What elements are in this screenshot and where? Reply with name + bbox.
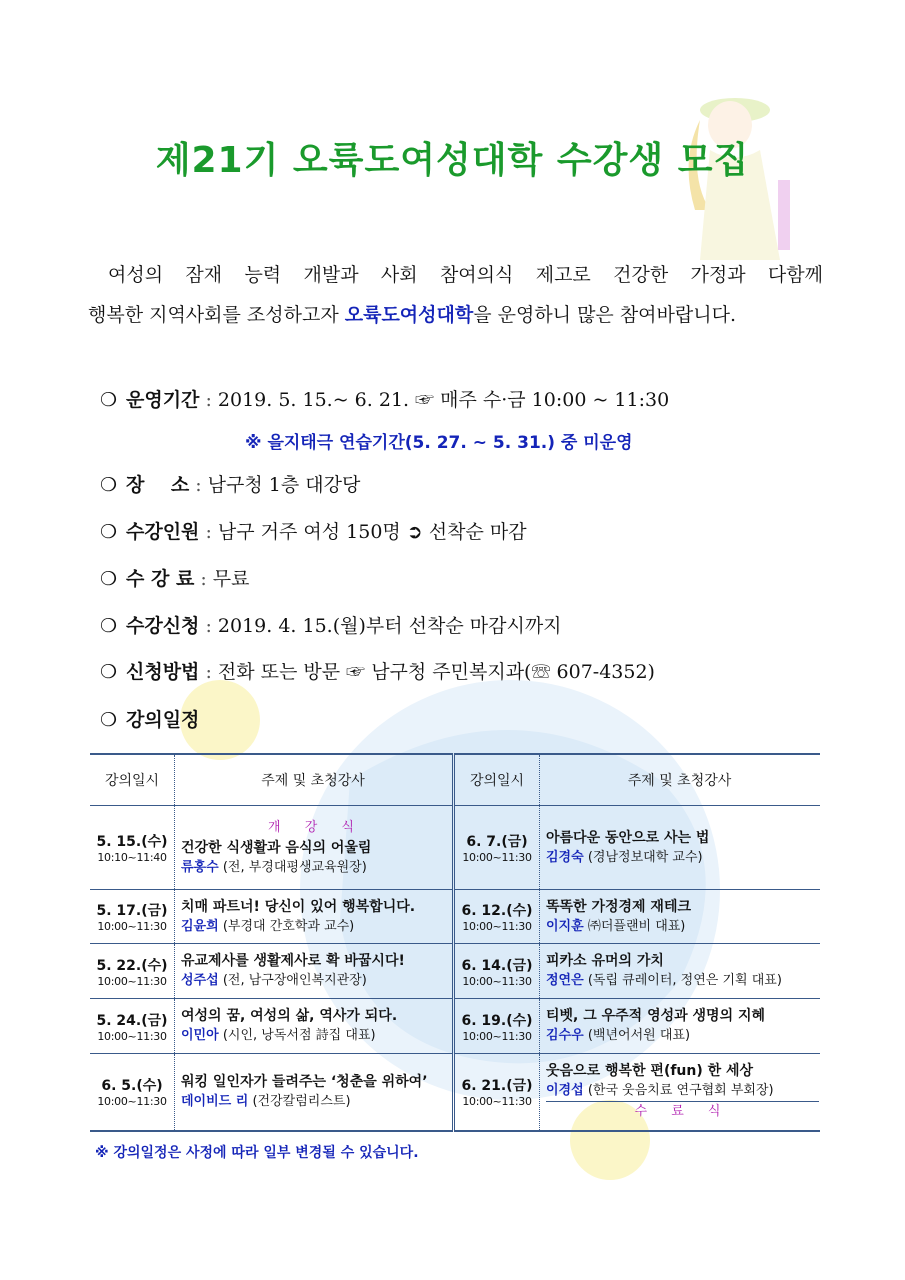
header-topic: 주제 및 초청강사 [175, 754, 454, 806]
info-label: 신청방법 [126, 661, 200, 683]
header-topic: 주제 및 초청강사 [540, 754, 821, 806]
bullet-icon: ❍ [100, 615, 118, 637]
info-value: 전화 또는 방문 ☞ 남구청 주민복지과(☏ 607-4352) [217, 661, 655, 683]
info-location: ❍ 장 소 : 남구청 1층 대강당 [100, 474, 361, 496]
info-registration: ❍ 수강신청 : 2019. 4. 15.(월)부터 선착순 마감시까지 [100, 615, 562, 637]
closing-ceremony: 수 료 식 [546, 1101, 819, 1122]
program-name-highlight: 오륙도여성대학 [344, 304, 474, 326]
lecture-topic: 티벳, 그 우주적 영성과 생명의 지혜 김수우 (백년어서원 대표) [540, 999, 821, 1054]
intro-line-2 [88, 295, 823, 335]
info-value: 남구청 1층 대강당 [207, 474, 361, 496]
intro-line-2-post: 을 운영하니 많은 참여바랍니다. [473, 304, 736, 326]
bullet-icon: ❍ [100, 521, 118, 543]
lecture-topic: 여성의 꿈, 여성의 삶, 역사가 되다. 이민아 (시인, 낭독서점 詩집 대표) [175, 999, 454, 1054]
lecture-date: 5. 24.(금) 10:00~11:30 [90, 999, 175, 1054]
intro-line-2-pre: 행복한 지역사회를 조성하고자 [88, 304, 345, 326]
table-header-row [90, 754, 820, 806]
lecture-date: 6. 5.(수) 10:00~11:30 [90, 1054, 175, 1131]
lecture-topic: 피카소 유머의 가치 정연은 (독립 큐레이터, 정연은 기획 대표) [540, 944, 821, 999]
opening-ceremony: 개 강 식 [268, 819, 364, 835]
lecture-schedule-table [90, 753, 820, 1132]
info-schedule-heading [100, 705, 199, 732]
table-row [90, 890, 820, 944]
info-method: ❍ 신청방법 : 전화 또는 방문 ☞ 남구청 주민복지과(☏ 607-4352) [100, 661, 655, 683]
header-date: 강의일시 [454, 754, 540, 806]
intro-paragraph [88, 255, 823, 335]
bullet-icon: ❍ [100, 568, 118, 590]
lecture-topic: 웃음으로 행복한 편(fun) 한 세상 이경섭 (한국 웃음치료 연구협회 부회장) 수 료 식 [540, 1054, 821, 1131]
lecture-date: 5. 22.(수) 10:00~11:30 [90, 944, 175, 999]
info-value: 남구 거주 여성 150명 ➲ 선착순 마감 [217, 521, 527, 543]
bullet-icon: ❍ [100, 389, 118, 411]
bullet-icon: ❍ [100, 661, 118, 683]
lecture-date: 5. 17.(금) 10:00~11:30 [90, 890, 175, 944]
period-note: ※ 을지태극 연습기간(5. 27. ~ 5. 31.) 중 미운영 [245, 433, 633, 453]
lecture-date: 6. 19.(수) 10:00~11:30 [454, 999, 540, 1054]
lecture-date: 6. 14.(금) 10:00~11:30 [454, 944, 540, 999]
bullet-icon: ❍ [100, 474, 118, 496]
bullet-icon: ❍ [100, 709, 118, 731]
info-label: 수강인원 [126, 521, 200, 543]
info-fee: ❍ 수 강 료 : 무료 [100, 568, 250, 590]
schedule-footnote: ※ 강의일정은 사정에 따라 일부 변경될 수 있습니다. [95, 1145, 419, 1161]
info-capacity: ❍ 수강인원 : 남구 거주 여성 150명 ➲ 선착순 마감 [100, 521, 527, 543]
lecture-date: 6. 21.(금) 10:00~11:30 [454, 1054, 540, 1131]
lecture-topic: 치매 파트너! 당신이 있어 행복합니다. 김윤희 (부경대 간호학과 교수) [175, 890, 454, 944]
info-value: 무료 [212, 568, 250, 590]
info-label: 장 소 [126, 474, 190, 496]
lecture-topic: 유교제사를 생활제사로 확 바꿉시다! 성주섭 (전, 남구장애인복지관장) [175, 944, 454, 999]
lecture-topic: 아름다운 동안으로 사는 법 김경숙 (경남정보대학 교수) [540, 806, 821, 890]
info-period: ❍ 운영기간 : 2019. 5. 15.~ 6. 21. ☞ 매주 수·금 10:00 ~ 11:30 [100, 389, 670, 411]
lecture-date: 6. 12.(수) 10:00~11:30 [454, 890, 540, 944]
info-value: 2019. 5. 15.~ 6. 21. ☞ 매주 수·금 10:00 ~ 11:30 [217, 389, 670, 411]
info-label: 수 강 료 [126, 568, 195, 590]
lecture-topic: 개 강 식 건강한 식생활과 음식의 어울림 류홍수 (전, 부경대평생교육원장) [175, 806, 454, 890]
lecture-topic: 똑똑한 가정경제 재테크 이지훈 ㈜더플랜비 대표) [540, 890, 821, 944]
lecture-date: 5. 15.(수) 10:10~11:40 [90, 806, 175, 890]
table-row [90, 944, 820, 999]
lecture-date: 6. 7.(금) 10:00~11:30 [454, 806, 540, 890]
info-label: 수강신청 [126, 615, 200, 637]
table-row [90, 806, 820, 890]
intro-line-1: 여성의 잠재 능력 개발과 사회 참여의식 제고로 건강한 가정과 다함께 [108, 264, 823, 286]
table-row [90, 1054, 820, 1131]
info-value: 2019. 4. 15.(월)부터 선착순 마감시까지 [217, 615, 562, 637]
table-row [90, 999, 820, 1054]
lecture-topic: 워킹 일인자가 들려주는 ‘청춘을 위하여’ 데이비드 리 (건강칼럼리스트) [175, 1054, 454, 1131]
page-title: 제21기 오륙도여성대학 수강생 모집 [155, 140, 750, 181]
info-label: 강의일정 [126, 709, 200, 731]
info-label: 운영기간 [126, 389, 200, 411]
header-date: 강의일시 [90, 754, 175, 806]
